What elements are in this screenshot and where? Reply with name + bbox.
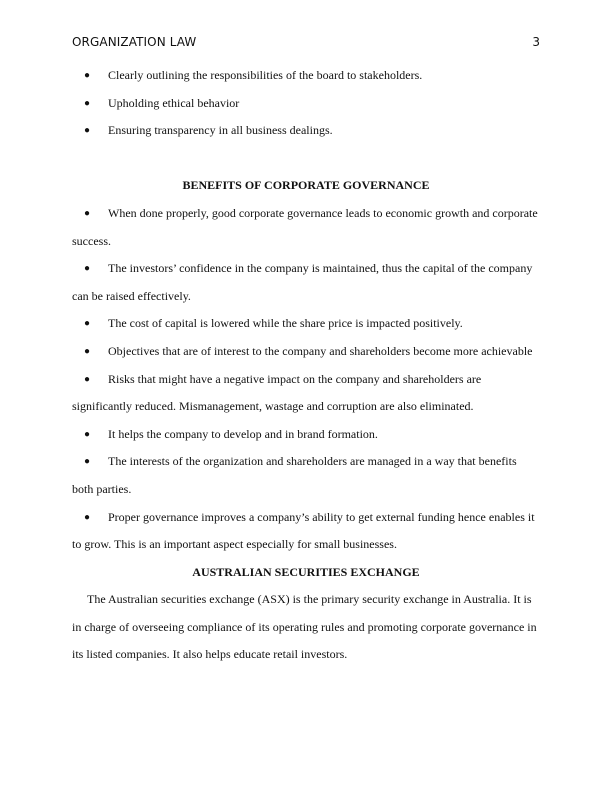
benefits-bullet-list — [72, 200, 540, 559]
running-header-title: ORGANIZATION LAW — [72, 35, 197, 49]
list-item-text: It helps the company to develop and in brand formation. — [108, 426, 378, 441]
bullet-icon: ● — [84, 125, 91, 137]
bullet-icon: ● — [84, 318, 91, 330]
benefits-heading: BENEFITS OF CORPORATE GOVERNANCE — [182, 178, 430, 193]
asx-paragraph: The Australian securities exchange (ASX) is the primary security exchange in Australia. It is in charge of overseeing compliance of its operating rules and promoting corporate governance in its listed companies. It also helps educate retail investors. — [72, 592, 537, 662]
list-item-text: The cost of capital is lowered while the share price is impacted positively. — [108, 316, 463, 331]
list-item — [72, 310, 540, 338]
list-item-text: Clearly outlining the responsibilities of the board to stakeholders. — [108, 68, 423, 82]
list-item-text: When done properly, good corporate governance leads to economic growth and corporate success. — [72, 205, 538, 248]
list-item-text: Proper governance improves a company’s ability to get external funding hence enables it to grow. This is an important aspect especially for small businesses. — [72, 509, 535, 552]
bullet-icon: ● — [84, 373, 91, 385]
list-item — [72, 90, 540, 118]
list-item — [72, 255, 540, 310]
blank-line — [72, 145, 540, 173]
bullet-icon: ● — [84, 511, 91, 523]
bullet-icon: ● — [84, 97, 91, 109]
list-item — [72, 62, 540, 90]
list-item-text: Objectives that are of interest to the company and shareholders become more achievable — [108, 343, 533, 358]
bullet-icon: ● — [84, 345, 91, 357]
bullet-icon: ● — [84, 263, 91, 275]
list-item — [72, 448, 540, 503]
document-body — [72, 62, 540, 669]
list-item — [72, 504, 540, 559]
bullet-icon: ● — [84, 207, 91, 219]
list-item — [72, 200, 540, 255]
list-item — [72, 366, 540, 421]
page-number: 3 — [532, 35, 540, 49]
list-item — [72, 338, 540, 366]
list-item-text: Ensuring transparency in all business dealings. — [108, 123, 333, 138]
list-item — [72, 421, 540, 449]
list-item — [72, 117, 540, 145]
list-item-text: The investors’ confidence in the company is maintained, thus the capital of the company can be raised effectively. — [72, 261, 533, 303]
intro-bullet-list — [72, 62, 540, 145]
bullet-icon: ● — [84, 456, 91, 468]
bullet-icon: ● — [84, 428, 91, 440]
bullet-icon: ● — [84, 70, 91, 81]
asx-heading: AUSTRALIAN SECURITIES EXCHANGE — [192, 564, 420, 579]
list-item-text: Upholding ethical behavior — [108, 95, 240, 110]
list-item-text: Risks that might have a negative impact on the company and shareholders are significantly reduced. Mismanagement, wastage and corruption are also eliminated. — [72, 371, 482, 414]
list-item-text: The interests of the organization and shareholders are managed in a way that benefits both parties. — [72, 454, 517, 496]
